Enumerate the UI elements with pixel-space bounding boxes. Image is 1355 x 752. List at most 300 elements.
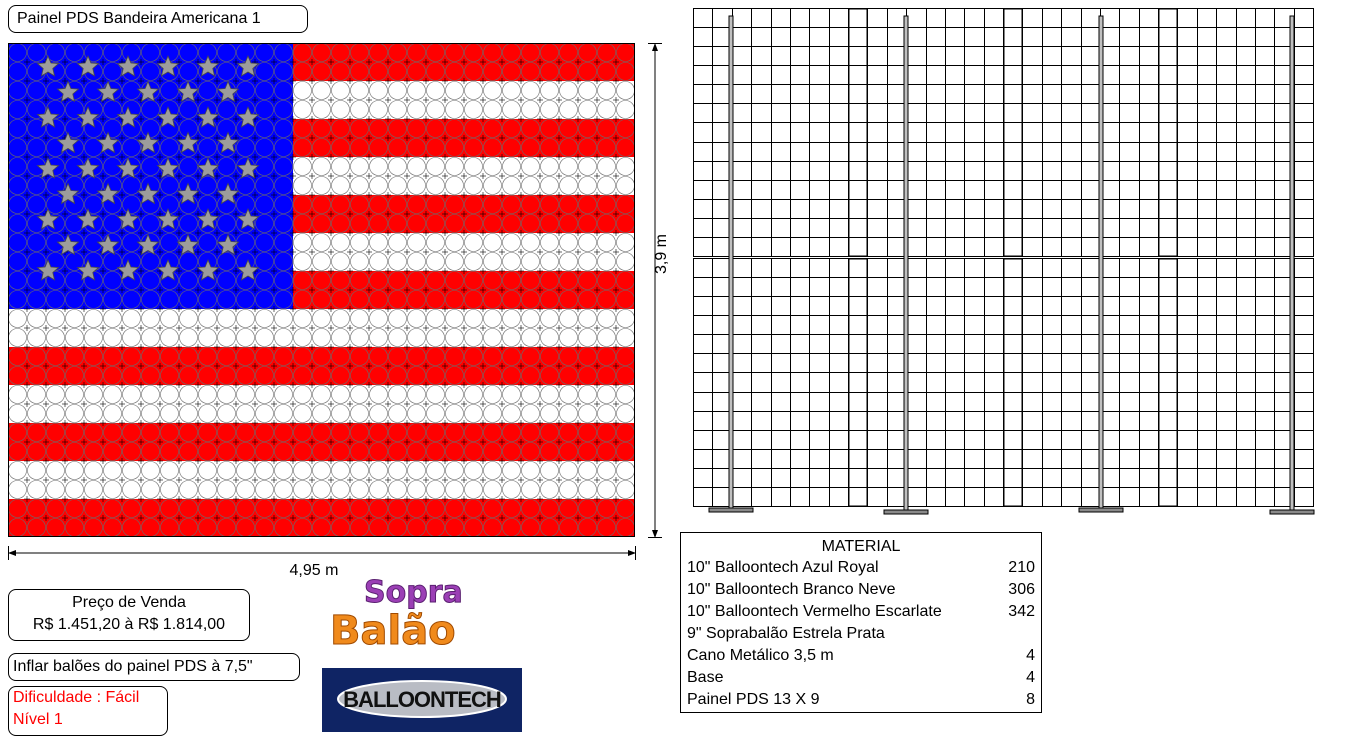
balloon (199, 462, 217, 480)
balloon (408, 82, 426, 100)
balloon (332, 139, 350, 157)
balloon (199, 386, 217, 404)
balloon (66, 481, 84, 499)
material-item (681, 623, 1041, 645)
balloon (370, 405, 388, 423)
balloon (161, 367, 179, 385)
balloon (313, 63, 331, 81)
balloon (446, 120, 464, 138)
material-item-qty: 4 (1026, 647, 1035, 664)
balloon (598, 177, 616, 195)
balloon (579, 120, 597, 138)
material-item-qty: 210 (1008, 559, 1035, 576)
balloon (446, 272, 464, 290)
balloon (237, 386, 255, 404)
balloon (579, 443, 597, 461)
flag-balloon-panel (8, 43, 636, 538)
balloon (123, 196, 141, 214)
balloon (446, 291, 464, 309)
balloon (617, 310, 635, 328)
balloon (503, 291, 521, 309)
metal-pole (1099, 16, 1103, 508)
balloon (66, 405, 84, 423)
balloon (313, 443, 331, 461)
balloon (522, 234, 540, 252)
balloon (484, 443, 502, 461)
balloon (275, 234, 293, 252)
balloon (123, 443, 141, 461)
balloon (294, 405, 312, 423)
balloon (617, 386, 635, 404)
balloon (237, 481, 255, 499)
balloon (465, 234, 483, 252)
balloon (332, 500, 350, 518)
balloon (446, 443, 464, 461)
balloon (142, 101, 160, 119)
balloon (598, 424, 616, 442)
balloon (465, 158, 483, 176)
balloon (123, 519, 141, 537)
balloon (522, 329, 540, 347)
balloon (579, 424, 597, 442)
balloon (598, 500, 616, 518)
balloon (465, 253, 483, 271)
balloon (579, 462, 597, 480)
balloon (465, 367, 483, 385)
balloon (332, 462, 350, 480)
balloon (560, 348, 578, 366)
balloon (294, 329, 312, 347)
balloon (522, 348, 540, 366)
balloon (66, 291, 84, 309)
balloon (28, 424, 46, 442)
balloon (503, 139, 521, 157)
balloon (199, 177, 217, 195)
balloon (47, 310, 65, 328)
material-item (681, 645, 1041, 667)
difficulty-box (8, 686, 168, 736)
balloon (199, 443, 217, 461)
balloon (427, 348, 445, 366)
balloon (161, 405, 179, 423)
balloon (465, 139, 483, 157)
balloon (446, 367, 464, 385)
balloon (294, 310, 312, 328)
balloon (275, 367, 293, 385)
balloon (275, 177, 293, 195)
balloon (332, 196, 350, 214)
balloon (180, 348, 198, 366)
balloon (370, 139, 388, 157)
balloon (47, 424, 65, 442)
balloon (370, 291, 388, 309)
balloon (522, 120, 540, 138)
balloon (218, 443, 236, 461)
balloon (351, 443, 369, 461)
balloon (389, 348, 407, 366)
balloon (408, 329, 426, 347)
balloon (617, 462, 635, 480)
balloon (332, 310, 350, 328)
balloon (370, 120, 388, 138)
balloon (579, 44, 597, 62)
balloon (560, 177, 578, 195)
balloon (199, 234, 217, 252)
balloon (256, 120, 274, 138)
balloon (370, 82, 388, 100)
balloon (66, 519, 84, 537)
balloon (294, 196, 312, 214)
balloon (9, 348, 27, 366)
balloon (560, 44, 578, 62)
balloon (370, 272, 388, 290)
balloon (66, 348, 84, 366)
balloon (256, 424, 274, 442)
balloon (465, 196, 483, 214)
balloon (617, 63, 635, 81)
balloon (389, 386, 407, 404)
balloon (465, 82, 483, 100)
balloon (9, 500, 27, 518)
difficulty-level: Dificuldade : Fácil (13, 689, 140, 706)
balloon (256, 63, 274, 81)
balloon (85, 519, 103, 537)
balloon (256, 82, 274, 100)
balloon (313, 177, 331, 195)
balloon (123, 462, 141, 480)
balloon (427, 63, 445, 81)
balloon (465, 405, 483, 423)
balloon (579, 196, 597, 214)
balloon (351, 481, 369, 499)
balloon (104, 481, 122, 499)
balloon (503, 519, 521, 537)
balloon (503, 500, 521, 518)
balloon (85, 424, 103, 442)
balloon (560, 367, 578, 385)
balloon (484, 253, 502, 271)
balloon (85, 481, 103, 499)
balloon (47, 519, 65, 537)
balloon (104, 348, 122, 366)
balloon (408, 44, 426, 62)
balloon (332, 443, 350, 461)
balloon (617, 234, 635, 252)
balloon (522, 196, 540, 214)
balloon (85, 367, 103, 385)
balloon (370, 443, 388, 461)
balloon (294, 291, 312, 309)
balloon (9, 329, 27, 347)
balloon (218, 424, 236, 442)
balloon (218, 310, 236, 328)
balloon (389, 44, 407, 62)
balloon (465, 348, 483, 366)
balloon (427, 215, 445, 233)
balloon (28, 196, 46, 214)
balloon (28, 177, 46, 195)
balloon (275, 63, 293, 81)
balloon (28, 139, 46, 157)
balloon (370, 462, 388, 480)
balloon (142, 462, 160, 480)
balloon (541, 158, 559, 176)
balloon (408, 462, 426, 480)
balloon (598, 367, 616, 385)
balloon (351, 44, 369, 62)
balloon (294, 348, 312, 366)
balloon (446, 329, 464, 347)
balloon (427, 500, 445, 518)
balloon (389, 291, 407, 309)
balloon (161, 443, 179, 461)
balloon (123, 348, 141, 366)
balloon (218, 386, 236, 404)
balloon (28, 310, 46, 328)
balloon (313, 367, 331, 385)
balloon (579, 405, 597, 423)
balloon (484, 481, 502, 499)
balloon (180, 272, 198, 290)
balloon (294, 462, 312, 480)
balloon (237, 405, 255, 423)
balloon (465, 44, 483, 62)
material-item (681, 579, 1041, 601)
balloon (294, 139, 312, 157)
balloon (313, 196, 331, 214)
material-item-name: 9" Soprabalão Estrela Prata (687, 625, 885, 642)
balloon (617, 367, 635, 385)
balloon (617, 329, 635, 347)
balloon (465, 310, 483, 328)
material-item-name: 10" Balloontech Azul Royal (687, 559, 879, 576)
balloon (332, 234, 350, 252)
balloon (294, 158, 312, 176)
balloon (579, 272, 597, 290)
balloon (522, 215, 540, 233)
balloon (256, 348, 274, 366)
balloon (256, 519, 274, 537)
balloon (522, 310, 540, 328)
balloon (9, 196, 27, 214)
balloon (389, 500, 407, 518)
balloon (560, 253, 578, 271)
balloon (275, 196, 293, 214)
balloon (66, 462, 84, 480)
material-item (681, 557, 1041, 579)
balloon (28, 367, 46, 385)
balloon (104, 443, 122, 461)
balloon (408, 101, 426, 119)
balloon (218, 462, 236, 480)
balloon (408, 253, 426, 271)
balloon (351, 386, 369, 404)
balloon (408, 158, 426, 176)
balloon (332, 158, 350, 176)
balloon (218, 215, 236, 233)
balloon (351, 158, 369, 176)
balloon (560, 424, 578, 442)
balloon (180, 101, 198, 119)
balloon (294, 367, 312, 385)
balloon (541, 405, 559, 423)
balloon (104, 291, 122, 309)
balloon (256, 44, 274, 62)
balloon (123, 44, 141, 62)
balloon (256, 405, 274, 423)
material-item-name: Painel PDS 13 X 9 (687, 691, 820, 708)
balloon (199, 139, 217, 157)
balloon (541, 348, 559, 366)
balloon (541, 500, 559, 518)
material-item-qty: 342 (1008, 603, 1035, 620)
balloon (389, 424, 407, 442)
balloon (218, 253, 236, 271)
balloon (446, 253, 464, 271)
balloon (522, 367, 540, 385)
balloon (180, 386, 198, 404)
balloon (598, 291, 616, 309)
balloon (9, 272, 27, 290)
balloon (427, 424, 445, 442)
balloon (256, 158, 274, 176)
balloon (256, 443, 274, 461)
balloon (541, 519, 559, 537)
balloon (351, 424, 369, 442)
balloon (313, 272, 331, 290)
balloon (9, 424, 27, 442)
balloon (389, 329, 407, 347)
balloon (85, 386, 103, 404)
balloon (370, 424, 388, 442)
balloon (484, 348, 502, 366)
balloon (446, 44, 464, 62)
balloon (389, 519, 407, 537)
balloon (541, 101, 559, 119)
balloon (313, 139, 331, 157)
balloon (560, 519, 578, 537)
balloon (161, 310, 179, 328)
balloon (389, 253, 407, 271)
balloon (275, 139, 293, 157)
balloon (484, 462, 502, 480)
balloon (313, 405, 331, 423)
balloon (560, 329, 578, 347)
balloon (579, 63, 597, 81)
balloon (332, 215, 350, 233)
balloon (256, 234, 274, 252)
balloon (522, 519, 540, 537)
balloon (47, 443, 65, 461)
balloon (370, 253, 388, 271)
balloon (598, 196, 616, 214)
balloon (370, 63, 388, 81)
balloon (104, 329, 122, 347)
balloon (541, 82, 559, 100)
balloon (28, 443, 46, 461)
panel-title: Painel PDS Bandeira Americana 1 (8, 5, 308, 33)
balloon (522, 462, 540, 480)
balloon (275, 310, 293, 328)
balloon (218, 329, 236, 347)
balloon (446, 158, 464, 176)
balloon (256, 272, 274, 290)
balloon (560, 234, 578, 252)
balloon (427, 443, 445, 461)
balloon (351, 234, 369, 252)
balloon (123, 386, 141, 404)
balloon (47, 462, 65, 480)
balloon (560, 386, 578, 404)
balloon (332, 177, 350, 195)
balloon (351, 63, 369, 81)
balloon (85, 500, 103, 518)
balloon (351, 405, 369, 423)
balloon (484, 272, 502, 290)
balloon (142, 367, 160, 385)
balloon (275, 272, 293, 290)
balloon (427, 253, 445, 271)
balloon (85, 443, 103, 461)
balloon (446, 139, 464, 157)
sopra-logo-line2: Balão (330, 608, 456, 654)
balloon (104, 386, 122, 404)
balloon (351, 500, 369, 518)
balloon (408, 234, 426, 252)
balloon (408, 519, 426, 537)
balloon (161, 234, 179, 252)
balloon (28, 291, 46, 309)
balloon (66, 443, 84, 461)
balloon (522, 405, 540, 423)
balloon (427, 272, 445, 290)
balloon (503, 386, 521, 404)
balloon (199, 500, 217, 518)
balloon (256, 367, 274, 385)
balloon (332, 44, 350, 62)
balloon (560, 462, 578, 480)
balloon (351, 272, 369, 290)
balloon (294, 234, 312, 252)
balloon (28, 405, 46, 423)
balloon (294, 386, 312, 404)
balloon (237, 443, 255, 461)
balloon (389, 405, 407, 423)
balloon (9, 443, 27, 461)
balloon (313, 500, 331, 518)
balloon (522, 481, 540, 499)
balloon (47, 367, 65, 385)
balloon (427, 82, 445, 100)
balloon (408, 500, 426, 518)
balloon (389, 310, 407, 328)
balloon (161, 386, 179, 404)
balloon (180, 329, 198, 347)
balloon (275, 44, 293, 62)
balloon (598, 329, 616, 347)
price-heading: Preço de Venda (72, 594, 186, 611)
balloon (351, 291, 369, 309)
balloon (522, 291, 540, 309)
balloon (408, 291, 426, 309)
balloon (560, 272, 578, 290)
balloon (85, 291, 103, 309)
balloon (275, 405, 293, 423)
balloon (351, 462, 369, 480)
balloon (142, 215, 160, 233)
balloon (465, 424, 483, 442)
balloon (123, 500, 141, 518)
